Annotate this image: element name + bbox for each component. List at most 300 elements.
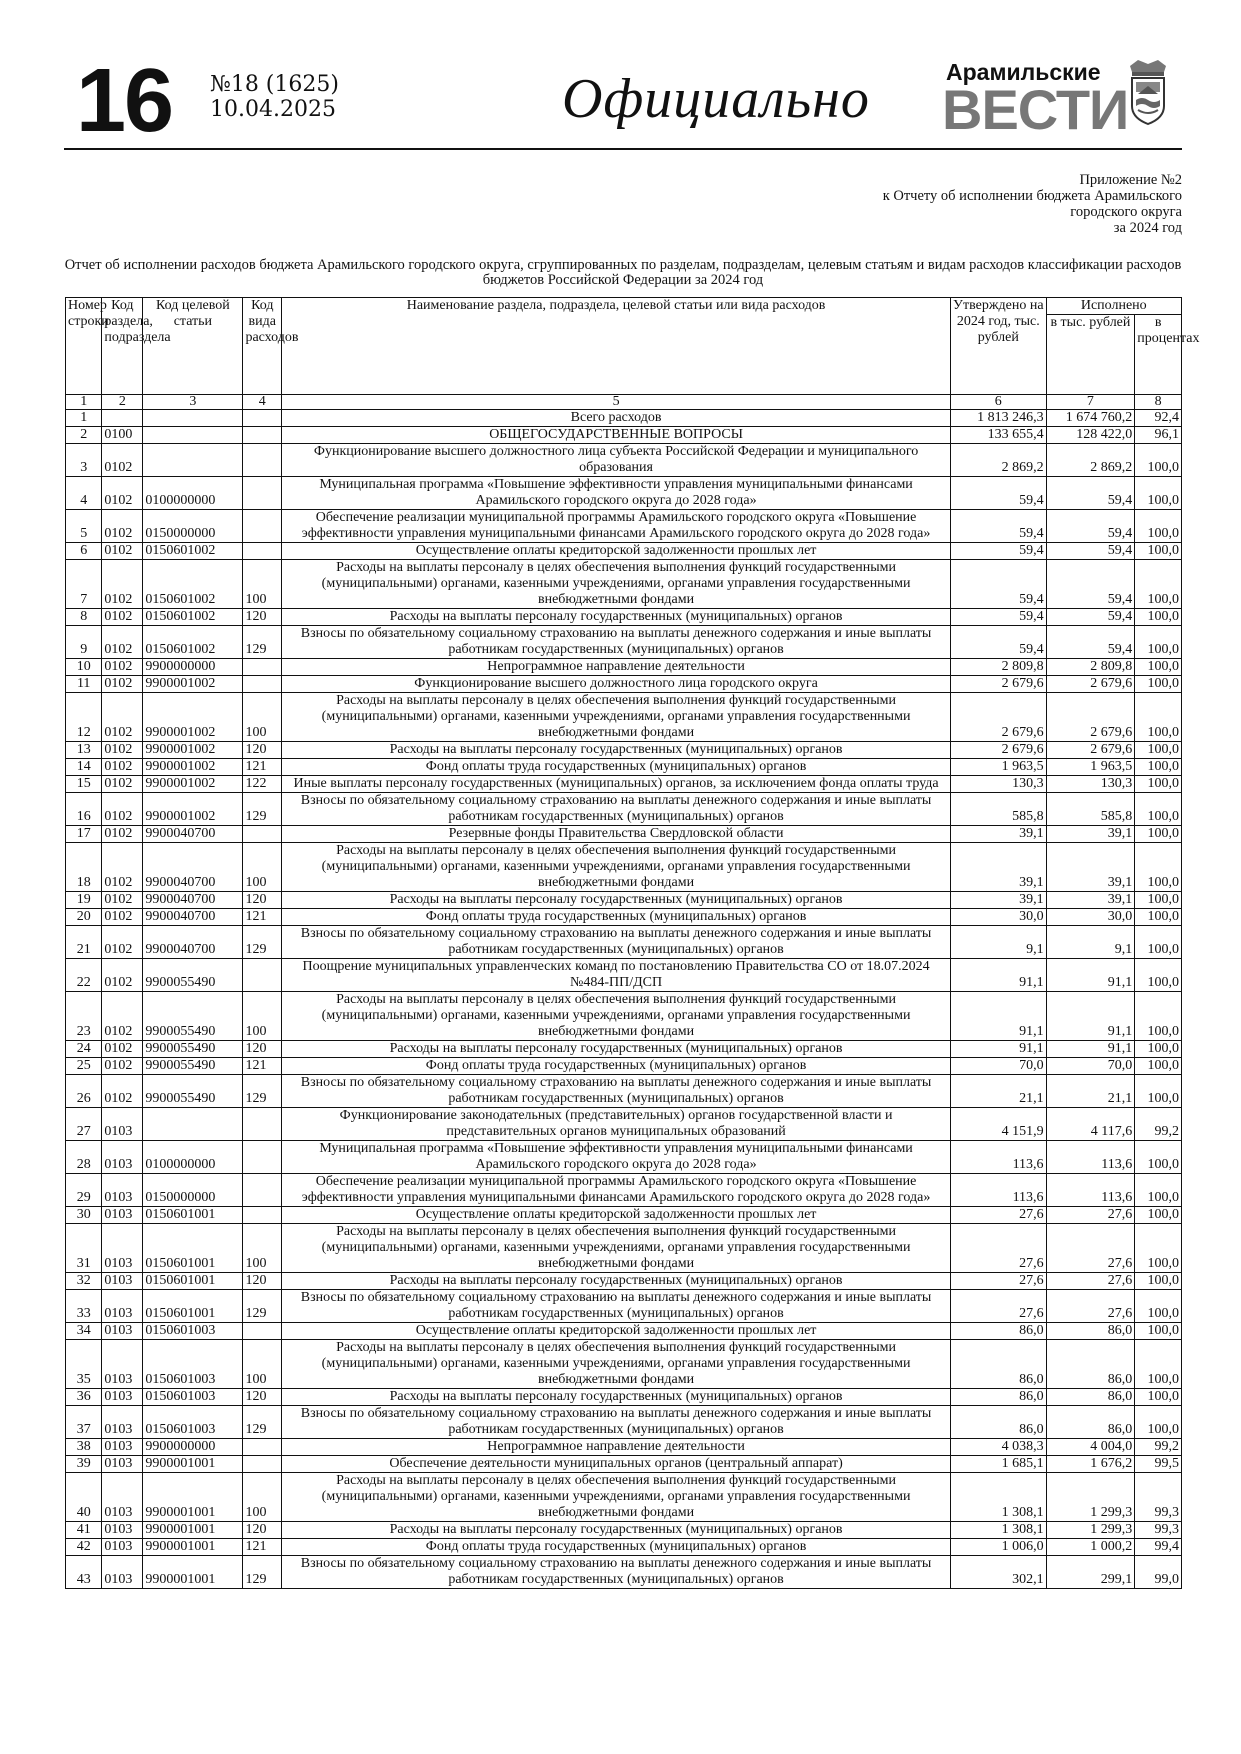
cell-approved: 27,6 [951,1273,1047,1290]
cell-type-code: 100 [243,843,282,892]
cell-type-code: 122 [243,776,282,793]
cell-executed-pct: 96,1 [1135,427,1182,444]
cell-approved: 39,1 [951,843,1047,892]
coat-of-arms-icon [1124,56,1172,128]
cell-section-code: 0103 [102,1224,143,1273]
cell-approved: 39,1 [951,892,1047,909]
cell-name: Расходы на выплаты персоналу в целях обеспечения выполнения функций государственными (муниципальными) органами, казенными учреждениями, органами управления государственными внебюджетными фондами [282,560,951,609]
cell-executed-pct: 100,0 [1135,843,1182,892]
cell-row-number: 25 [66,1058,102,1075]
cell-executed-pct: 100,0 [1135,1323,1182,1340]
cell-type-code [243,543,282,560]
column-number: 1 [66,395,102,410]
cell-name: Фонд оплаты труда государственных (муниципальных) органов [282,1539,951,1556]
cell-executed: 1 674 760,2 [1046,410,1135,427]
cell-row-number: 11 [66,676,102,693]
table-row [66,1058,1182,1075]
section-title: Официально [562,68,870,130]
cell-executed: 2 679,6 [1046,693,1135,742]
table-row [66,1224,1182,1273]
cell-section-code: 0102 [102,776,143,793]
cell-target-code: 9900001002 [143,693,243,742]
cell-type-code: 120 [243,609,282,626]
cell-type-code: 120 [243,1273,282,1290]
table-row [66,826,1182,843]
cell-type-code: 100 [243,693,282,742]
cell-target-code: 9900001001 [143,1456,243,1473]
cell-approved: 86,0 [951,1406,1047,1439]
cell-row-number: 1 [66,410,102,427]
cell-executed-pct: 100,0 [1135,742,1182,759]
cell-target-code: 9900001001 [143,1522,243,1539]
cell-executed-pct: 99,2 [1135,1108,1182,1141]
cell-row-number: 29 [66,1174,102,1207]
cell-name: Фонд оплаты труда государственных (муниципальных) органов [282,759,951,776]
cell-section-code: 0102 [102,510,143,543]
cell-section-code: 0102 [102,693,143,742]
cell-executed: 4 004,0 [1046,1439,1135,1456]
cell-executed: 91,1 [1046,1041,1135,1058]
cell-row-number: 14 [66,759,102,776]
cell-executed-pct: 100,0 [1135,1207,1182,1224]
cell-executed: 4 117,6 [1046,1108,1135,1141]
table-row [66,992,1182,1041]
cell-section-code: 0102 [102,992,143,1041]
cell-approved: 302,1 [951,1556,1047,1589]
table-row [66,1539,1182,1556]
cell-executed-pct: 100,0 [1135,1075,1182,1108]
cell-executed: 59,4 [1046,626,1135,659]
cell-executed: 27,6 [1046,1207,1135,1224]
appendix-line: за 2024 год [1113,220,1182,236]
cell-section-code: 0102 [102,477,143,510]
cell-target-code: 0150601001 [143,1273,243,1290]
column-number: 3 [143,395,243,410]
cell-approved: 91,1 [951,959,1047,992]
cell-row-number: 13 [66,742,102,759]
cell-target-code: 0150601003 [143,1340,243,1389]
cell-executed-pct: 99,4 [1135,1539,1182,1556]
cell-row-number: 38 [66,1439,102,1456]
cell-executed-pct: 92,4 [1135,410,1182,427]
cell-row-number: 3 [66,444,102,477]
cell-row-number: 41 [66,1522,102,1539]
cell-target-code: 0150601002 [143,626,243,659]
cell-target-code: 0150601002 [143,560,243,609]
cell-approved: 585,8 [951,793,1047,826]
cell-executed-pct: 100,0 [1135,909,1182,926]
cell-type-code: 100 [243,1340,282,1389]
cell-executed: 70,0 [1046,1058,1135,1075]
table-row [66,1041,1182,1058]
cell-section-code: 0102 [102,1058,143,1075]
cell-name: Функционирование законодательных (представительных) органов государственной власти и представительных органов муниципальных образований [282,1108,951,1141]
cell-executed-pct: 100,0 [1135,892,1182,909]
cell-executed: 130,3 [1046,776,1135,793]
cell-type-code [243,1439,282,1456]
cell-name: Взносы по обязательному социальному страхованию на выплаты денежного содержания и иные выплаты работникам государственных (муниципальных) органов [282,626,951,659]
cell-name: Расходы на выплаты персоналу в целях обеспечения выполнения функций государственными (муниципальными) органами, казенными учреждениями, органами управления государственными внебюджетными фондами [282,1224,951,1273]
header-row-number: Номер строки [66,298,102,395]
cell-executed: 299,1 [1046,1556,1135,1589]
cell-executed: 1 000,2 [1046,1539,1135,1556]
cell-approved: 30,0 [951,909,1047,926]
cell-executed-pct: 100,0 [1135,1058,1182,1075]
cell-approved: 86,0 [951,1389,1047,1406]
cell-executed: 2 679,6 [1046,676,1135,693]
cell-row-number: 9 [66,626,102,659]
cell-row-number: 36 [66,1389,102,1406]
cell-target-code: 9900040700 [143,892,243,909]
cell-target-code: 9900001002 [143,759,243,776]
cell-name: Обеспечение реализации муниципальной программы Арамильского городского округа «Повышение эффективности управления муниципальными финансами Арамильского городского округа до 2028 года» [282,510,951,543]
column-number: 7 [1046,395,1135,410]
cell-section-code: 0102 [102,543,143,560]
cell-executed: 1 963,5 [1046,759,1135,776]
cell-section-code [102,410,143,427]
cell-type-code: 129 [243,626,282,659]
column-numbers-row [66,395,1182,410]
table-row [66,543,1182,560]
cell-approved: 113,6 [951,1174,1047,1207]
cell-type-code: 121 [243,759,282,776]
cell-type-code [243,477,282,510]
cell-name: Муниципальная программа «Повышение эффективности управления муниципальными финансами Арамильского городского округа до 2028 года» [282,1141,951,1174]
cell-row-number: 8 [66,609,102,626]
cell-section-code: 0102 [102,444,143,477]
cell-approved: 130,3 [951,776,1047,793]
cell-type-code: 129 [243,1556,282,1589]
cell-row-number: 37 [66,1406,102,1439]
issue-date: 10.04.2025 [210,97,336,122]
cell-row-number: 20 [66,909,102,926]
cell-row-number: 27 [66,1108,102,1141]
cell-section-code: 0103 [102,1556,143,1589]
cell-name: Непрограммное направление деятельности [282,1439,951,1456]
cell-executed: 9,1 [1046,926,1135,959]
cell-approved: 1 813 246,3 [951,410,1047,427]
cell-executed-pct: 99,2 [1135,1439,1182,1456]
table-row [66,444,1182,477]
table-header-row [66,298,1182,315]
cell-target-code: 9900040700 [143,826,243,843]
cell-executed: 59,4 [1046,510,1135,543]
cell-executed: 86,0 [1046,1389,1135,1406]
header-section-code: Код раздела, подраздела [102,298,143,395]
cell-name: Расходы на выплаты персоналу государственных (муниципальных) органов [282,1273,951,1290]
cell-executed-pct: 100,0 [1135,926,1182,959]
cell-approved: 2 869,2 [951,444,1047,477]
cell-executed-pct: 100,0 [1135,1273,1182,1290]
cell-name: Расходы на выплаты персоналу государственных (муниципальных) органов [282,1522,951,1539]
table-row [66,1108,1182,1141]
table-row [66,1273,1182,1290]
cell-approved: 86,0 [951,1340,1047,1389]
cell-executed-pct: 100,0 [1135,1389,1182,1406]
cell-name: Взносы по обязательному социальному страхованию на выплаты денежного содержания и иные выплаты работникам государственных (муниципальных) органов [282,1075,951,1108]
cell-approved: 39,1 [951,826,1047,843]
cell-target-code: 9900001001 [143,1556,243,1589]
cell-executed-pct: 100,0 [1135,1041,1182,1058]
cell-section-code: 0103 [102,1290,143,1323]
table-row [66,510,1182,543]
cell-target-code [143,444,243,477]
cell-type-code: 120 [243,742,282,759]
cell-row-number: 26 [66,1075,102,1108]
cell-approved: 2 679,6 [951,742,1047,759]
cell-row-number: 33 [66,1290,102,1323]
cell-section-code: 0102 [102,959,143,992]
cell-row-number: 6 [66,543,102,560]
appendix-line: к Отчету об исполнении бюджета Арамильского [882,188,1182,204]
cell-target-code: 9900040700 [143,843,243,892]
cell-executed-pct: 100,0 [1135,759,1182,776]
cell-type-code [243,1141,282,1174]
cell-executed-pct: 100,0 [1135,659,1182,676]
table-row [66,410,1182,427]
cell-name: Обеспечение реализации муниципальной программы Арамильского городского округа «Повышение эффективности управления муниципальными финансами Арамильского городского округа до 2028 года» [282,1174,951,1207]
cell-executed: 1 676,2 [1046,1456,1135,1473]
table-row [66,1290,1182,1323]
cell-type-code [243,1108,282,1141]
cell-name: Расходы на выплаты персоналу государственных (муниципальных) органов [282,1389,951,1406]
cell-section-code: 0103 [102,1439,143,1456]
cell-row-number: 42 [66,1539,102,1556]
cell-name: Расходы на выплаты персоналу государственных (муниципальных) органов [282,892,951,909]
cell-executed: 1 299,3 [1046,1522,1135,1539]
cell-row-number: 17 [66,826,102,843]
cell-executed-pct: 100,0 [1135,826,1182,843]
column-number: 8 [1135,395,1182,410]
cell-type-code: 121 [243,909,282,926]
cell-approved: 59,4 [951,510,1047,543]
cell-target-code: 0100000000 [143,477,243,510]
column-number: 6 [951,395,1047,410]
table-row [66,1556,1182,1589]
cell-approved: 59,4 [951,477,1047,510]
cell-executed-pct: 100,0 [1135,959,1182,992]
cell-section-code: 0103 [102,1340,143,1389]
table-row [66,626,1182,659]
cell-target-code: 9900001002 [143,776,243,793]
cell-section-code: 0102 [102,909,143,926]
cell-executed-pct: 100,0 [1135,1340,1182,1389]
cell-approved: 4 151,9 [951,1108,1047,1141]
cell-executed: 86,0 [1046,1323,1135,1340]
cell-row-number: 12 [66,693,102,742]
report-title: Отчет об исполнении расходов бюджета Арамильского городского округа, сгруппированных по разделам, подразделам, целевым статьям и видам расходов классификации расходов бюджетов Российской Федерации за 2024 год [64,257,1182,288]
cell-name: Резервные фонды Правительства Свердловской области [282,826,951,843]
cell-executed-pct: 100,0 [1135,992,1182,1041]
table-row [66,759,1182,776]
cell-row-number: 10 [66,659,102,676]
cell-type-code: 120 [243,1389,282,1406]
table-row [66,676,1182,693]
cell-section-code: 0103 [102,1406,143,1439]
cell-target-code [143,427,243,444]
cell-approved: 2 809,8 [951,659,1047,676]
cell-name: Поощрение муниципальных управленческих команд по постановлению Правительства СО от 18.07.2024 №484-ПП/ДСП [282,959,951,992]
table-row [66,776,1182,793]
cell-section-code: 0103 [102,1456,143,1473]
cell-executed: 2 869,2 [1046,444,1135,477]
cell-target-code: 9900055490 [143,1058,243,1075]
page-header [64,51,1182,151]
cell-executed: 86,0 [1046,1340,1135,1389]
cell-target-code: 9900000000 [143,659,243,676]
header-name: Наименование раздела, подраздела, целевой статьи или вида расходов [282,298,951,395]
header-approved: Утверждено на 2024 год, тыс. рублей [951,298,1047,395]
cell-section-code: 0103 [102,1174,143,1207]
table-row [66,427,1182,444]
cell-section-code: 0102 [102,560,143,609]
cell-executed-pct: 99,0 [1135,1556,1182,1589]
cell-section-code: 0102 [102,742,143,759]
appendix-note [762,172,1182,236]
cell-executed: 39,1 [1046,843,1135,892]
cell-target-code: 9900001002 [143,742,243,759]
cell-row-number: 19 [66,892,102,909]
cell-executed: 27,6 [1046,1290,1135,1323]
cell-name: Расходы на выплаты персоналу в целях обеспечения выполнения функций государственными (муниципальными) органами, казенными учреждениями, органами управления государственными внебюджетными фондами [282,1340,951,1389]
cell-approved: 86,0 [951,1323,1047,1340]
table-row [66,477,1182,510]
cell-executed: 91,1 [1046,959,1135,992]
expenditure-table [65,297,1200,1589]
cell-type-code [243,444,282,477]
cell-type-code: 120 [243,1041,282,1058]
cell-section-code: 0103 [102,1539,143,1556]
cell-executed: 59,4 [1046,543,1135,560]
table-row [66,1389,1182,1406]
table-row [66,659,1182,676]
cell-name: Непрограммное направление деятельности [282,659,951,676]
table-row [66,1340,1182,1389]
cell-executed: 59,4 [1046,560,1135,609]
cell-executed-pct: 100,0 [1135,510,1182,543]
cell-executed: 30,0 [1046,909,1135,926]
page-number: 16 [76,51,173,151]
cell-row-number: 22 [66,959,102,992]
cell-approved: 59,4 [951,609,1047,626]
cell-target-code [143,410,243,427]
cell-executed: 59,4 [1046,477,1135,510]
cell-section-code: 0103 [102,1473,143,1522]
cell-executed: 86,0 [1046,1406,1135,1439]
cell-target-code: 9900055490 [143,992,243,1041]
cell-executed-pct: 100,0 [1135,626,1182,659]
cell-executed-pct: 100,0 [1135,776,1182,793]
cell-executed: 27,6 [1046,1224,1135,1273]
cell-type-code [243,1456,282,1473]
table-row [66,1439,1182,1456]
cell-target-code: 9900000000 [143,1439,243,1456]
cell-section-code: 0102 [102,609,143,626]
cell-target-code: 9900040700 [143,926,243,959]
cell-executed-pct: 100,0 [1135,793,1182,826]
cell-row-number: 16 [66,793,102,826]
table-row [66,609,1182,626]
cell-approved: 27,6 [951,1224,1047,1273]
cell-approved: 2 679,6 [951,693,1047,742]
column-number: 2 [102,395,143,410]
cell-name: Иные выплаты персоналу государственных (муниципальных) органов, за исключением фонда оплаты труда [282,776,951,793]
cell-target-code: 0150601003 [143,1389,243,1406]
cell-type-code [243,659,282,676]
cell-executed-pct: 100,0 [1135,676,1182,693]
table-row [66,1207,1182,1224]
cell-target-code: 9900055490 [143,1075,243,1108]
cell-type-code [243,1207,282,1224]
cell-executed-pct: 100,0 [1135,1406,1182,1439]
cell-executed-pct: 100,0 [1135,444,1182,477]
cell-target-code: 9900040700 [143,909,243,926]
appendix-line: Приложение №2 [1079,172,1182,188]
cell-row-number: 28 [66,1141,102,1174]
appendix-line: городского округа [1070,204,1182,220]
cell-name: Муниципальная программа «Повышение эффективности управления муниципальными финансами Арамильского городского округа до 2028 года» [282,477,951,510]
cell-executed-pct: 100,0 [1135,543,1182,560]
cell-type-code: 100 [243,1224,282,1273]
cell-name: Осуществление оплаты кредиторской задолженности прошлых лет [282,1323,951,1340]
cell-target-code: 0150601002 [143,543,243,560]
cell-type-code: 121 [243,1058,282,1075]
brand-name-main: ВЕСТИ [942,78,1129,141]
cell-section-code: 0102 [102,826,143,843]
cell-approved: 2 679,6 [951,676,1047,693]
cell-target-code: 0150601002 [143,609,243,626]
table-row [66,1406,1182,1439]
cell-name: Фонд оплаты труда государственных (муниципальных) органов [282,1058,951,1075]
cell-approved: 59,4 [951,560,1047,609]
header-target-code: Код целевой статьи [143,298,243,395]
cell-executed: 2 809,8 [1046,659,1135,676]
cell-name: Расходы на выплаты персоналу государственных (муниципальных) органов [282,742,951,759]
issue-number: №18 (1625) [210,72,339,97]
cell-row-number: 30 [66,1207,102,1224]
cell-approved: 27,6 [951,1207,1047,1224]
cell-executed-pct: 100,0 [1135,693,1182,742]
cell-name: Всего расходов [282,410,951,427]
cell-executed: 2 679,6 [1046,742,1135,759]
cell-target-code: 9900055490 [143,959,243,992]
cell-type-code: 120 [243,1522,282,1539]
table-row [66,742,1182,759]
table-row [66,1075,1182,1108]
cell-type-code: 100 [243,1473,282,1522]
cell-executed: 39,1 [1046,826,1135,843]
cell-type-code [243,1323,282,1340]
cell-type-code [243,959,282,992]
header-type-code: Код вида расходов [243,298,282,395]
cell-name: Взносы по обязательному социальному страхованию на выплаты денежного содержания и иные выплаты работникам государственных (муниципальных) органов [282,1406,951,1439]
cell-type-code: 129 [243,1290,282,1323]
header-executed-pct: в процентах [1135,315,1182,395]
cell-section-code: 0103 [102,1207,143,1224]
cell-type-code: 120 [243,892,282,909]
cell-executed-pct: 100,0 [1135,560,1182,609]
cell-target-code: 0150601001 [143,1290,243,1323]
cell-target-code: 9900055490 [143,1041,243,1058]
cell-row-number: 34 [66,1323,102,1340]
cell-target-code: 0150601003 [143,1406,243,1439]
cell-type-code [243,1174,282,1207]
cell-name: Взносы по обязательному социальному страхованию на выплаты денежного содержания и иные выплаты работникам государственных (муниципальных) органов [282,1290,951,1323]
cell-row-number: 18 [66,843,102,892]
cell-type-code: 129 [243,1406,282,1439]
table-row [66,1473,1182,1522]
cell-section-code: 0102 [102,926,143,959]
